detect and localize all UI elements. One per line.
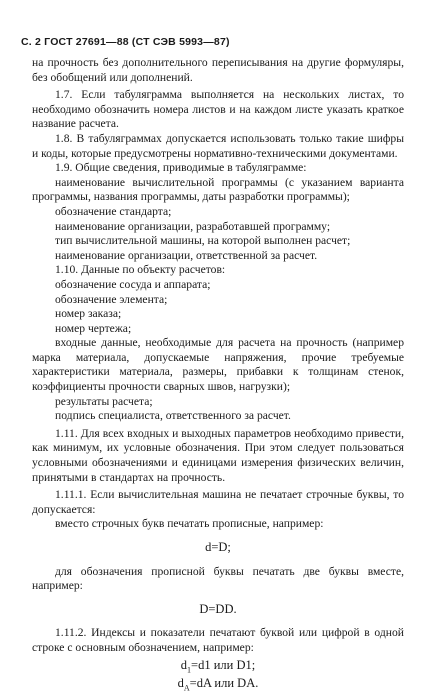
paragraph-lowercase-rule: вместо строчных букв печатать прописные, например: [55, 517, 324, 531]
list-item-results: результаты расчета; [55, 394, 153, 408]
document-body [32, 56, 404, 692]
formula-subscript: 1 [187, 665, 192, 675]
formula-base: d [180, 657, 188, 672]
paragraph-1-11-1: 1.11.1. Если вычислительная машина не печатает строчные буквы, то допускается: [32, 488, 404, 516]
list-item-signature: подпись специалиста, ответственного за расчет. [55, 409, 291, 423]
formula-rest: =d1 или D1; [191, 657, 256, 672]
list-item-input-data: входные данные, необходимые для расчета на прочность (например марка материала, допускаемые напряжения, прочие требуемые характеристики материала, размеры, прибавки к толщинам стенок, коэффициенты прочности сварных швов, нагрузки); [32, 336, 404, 394]
list-item-responsible-org: наименование организации, ответственной за расчет. [55, 248, 318, 262]
paragraph-1-8: 1.8. В табуляграммах допускается использовать только такие шифры и коды, которые предусмотрены нормативно-техническими документами. [32, 131, 404, 160]
list-item-order: номер заказа; [55, 307, 122, 321]
formula-index-example [32, 657, 404, 674]
list-item-vessel: обозначение сосуда и аппарата; [55, 277, 211, 291]
formula-d-equals-D: d=D; [205, 540, 231, 554]
page-header: С. 2 ГОСТ 27691—88 (СТ СЭВ 5993—87) [21, 36, 230, 48]
list-item-machine-type: тип вычислительной машины, на которой выполнен расчет; [55, 234, 351, 248]
formula-D-equals-DD: D=DD. [199, 601, 237, 616]
formula-base: d [177, 675, 184, 690]
paragraph-1-7: 1.7. Если табуляграмма выполняется на нескольких листах, то необходимо обозначить номера листов и на каждом листе указать краткое название расчета. [32, 88, 404, 131]
list-item-standard: обозначение стандарта; [55, 204, 172, 218]
paragraph-1-11-2: 1.11.2. Индексы и показатели печатают буквой или цифрой в одной строке с основным обозначением, например: [32, 626, 404, 654]
paragraph-1-10: 1.10. Данные по объекту расчетов: [55, 263, 226, 277]
list-item-element: обозначение элемента; [55, 292, 168, 306]
formula-subscript: A [183, 683, 190, 692]
paragraph-uppercase-rule: для обозначения прописной буквы печатать две буквы вместе, например: [32, 564, 404, 593]
formula-letter-index-example [32, 675, 404, 692]
formula-rest: =dA или DA. [189, 675, 259, 690]
list-item-drawing: номер чертежа; [55, 321, 132, 335]
paragraph-continuation: на прочность без дополнительного переписывания на другие формуляры, без обобщений или дополнений. [32, 56, 404, 84]
paragraph-1-11: 1.11. Для всех входных и выходных параметров необходимо привести, как минимум, их условные обозначения. При этом следует пользоваться условными обозначениями и единицами измерения физических величин, принятыми в стандартах на прочность. [32, 426, 404, 484]
paragraph-1-9: 1.9. Общие сведения, приводимые в табуляграмме: [55, 161, 307, 175]
list-item-program-name: наименование вычислительной программы (с указанием варианта программы, названия программы, даты разработки программы); [32, 175, 404, 204]
list-item-developer-org: наименование организации, разработавшей программу; [55, 219, 331, 233]
